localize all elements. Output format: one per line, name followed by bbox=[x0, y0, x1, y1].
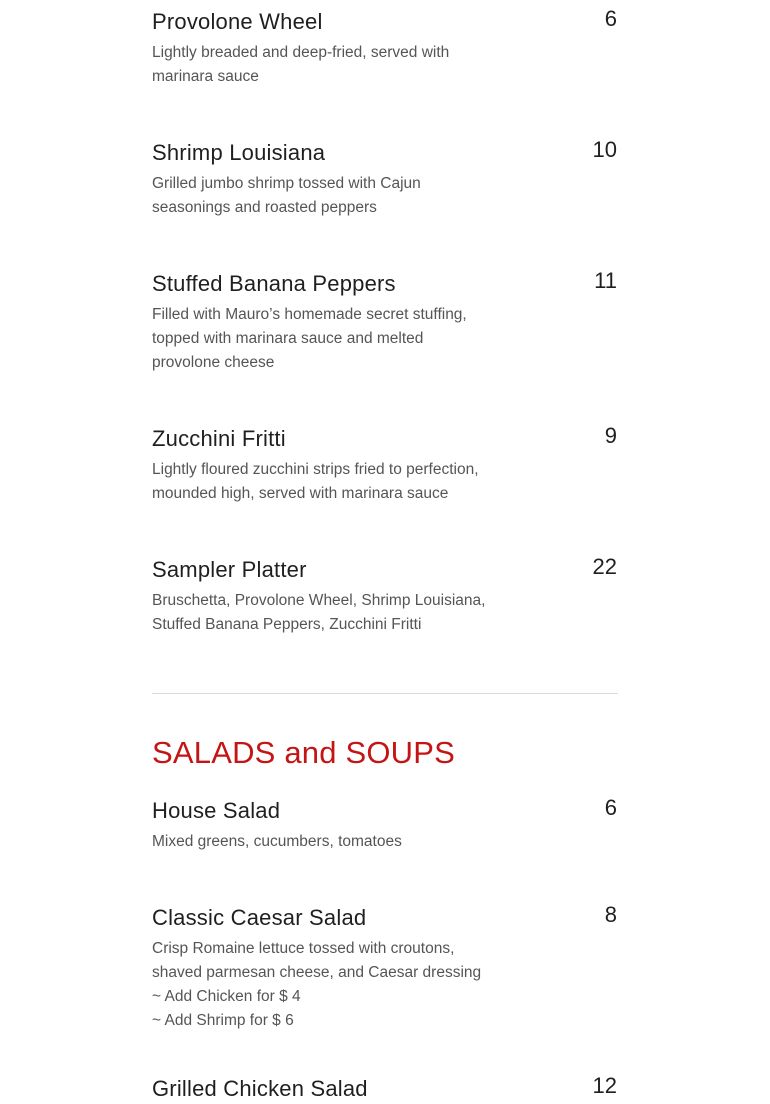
item-description bbox=[152, 937, 492, 1033]
item-name: Grilled Chicken Salad bbox=[152, 1076, 368, 1101]
item-name: Zucchini Fritti bbox=[152, 426, 286, 451]
item-description bbox=[152, 458, 492, 506]
item-price: 8 bbox=[604, 902, 617, 927]
item-name: Provolone Wheel bbox=[152, 9, 323, 34]
item-name: Classic Caesar Salad bbox=[152, 905, 367, 930]
item-description-line: Lightly breaded and deep-fried, served with bbox=[152, 44, 450, 61]
section-divider bbox=[152, 693, 618, 694]
item-description bbox=[152, 41, 492, 89]
item-description-line: shaved parmesan cheese, and Caesar dressing bbox=[152, 964, 482, 981]
item-description-line: Crisp Romaine lettuce tossed with croutons, bbox=[152, 940, 455, 957]
section-title: SALADS and SOUPS bbox=[152, 735, 456, 770]
item-description-line: Bruschetta, Provolone Wheel, Shrimp Louisiana, bbox=[152, 592, 486, 609]
item-description-line: Filled with Mauro’s homemade secret stuffing, bbox=[152, 306, 467, 323]
item-description-line: provolone cheese bbox=[152, 354, 275, 371]
item-price: 10 bbox=[592, 137, 617, 162]
item-description-line: Grilled jumbo shrimp tossed with Cajun bbox=[152, 175, 421, 192]
item-description-line: ~ Add Shrimp for $ 6 bbox=[152, 1012, 294, 1029]
item-description bbox=[152, 172, 492, 220]
item-price: 11 bbox=[594, 268, 617, 293]
item-description bbox=[152, 589, 492, 637]
item-price: 9 bbox=[604, 423, 617, 448]
item-description-line: Lightly floured zucchini strips fried to perfection, bbox=[152, 461, 479, 478]
item-description-line: seasonings and roasted peppers bbox=[152, 199, 377, 216]
item-name: Sampler Platter bbox=[152, 557, 307, 582]
item-name: Shrimp Louisiana bbox=[152, 140, 326, 165]
item-name: Stuffed Banana Peppers bbox=[152, 271, 396, 296]
item-description bbox=[152, 303, 492, 375]
item-price: 6 bbox=[604, 795, 617, 820]
item-description-line: topped with marinara sauce and melted bbox=[152, 330, 424, 347]
item-description-line: Stuffed Banana Peppers, Zucchini Fritti bbox=[152, 616, 422, 633]
item-price: 6 bbox=[604, 6, 617, 31]
item-description-line: mounded high, served with marinara sauce bbox=[152, 485, 449, 502]
item-name: House Salad bbox=[152, 798, 281, 823]
item-price: 22 bbox=[592, 554, 617, 579]
item-description-line: marinara sauce bbox=[152, 68, 259, 85]
item-description-line: ~ Add Chicken for $ 4 bbox=[152, 988, 301, 1005]
item-price: 12 bbox=[592, 1073, 617, 1098]
item-description bbox=[152, 830, 492, 854]
item-description-line: Mixed greens, cucumbers, tomatoes bbox=[152, 833, 402, 850]
